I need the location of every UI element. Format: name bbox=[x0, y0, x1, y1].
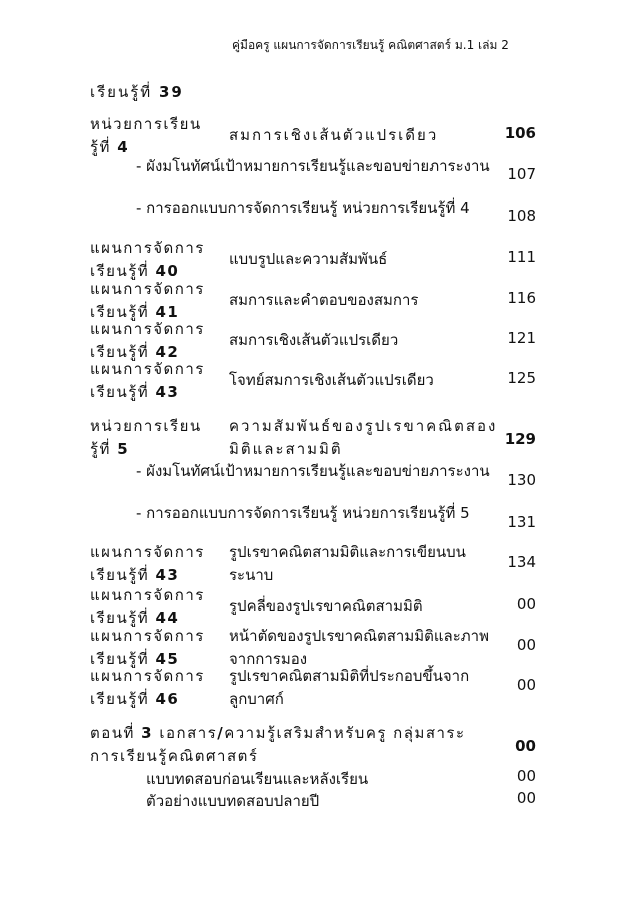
plan-label-line2: เรียนรู้ที่ bbox=[90, 690, 156, 708]
plan-41-page: 116 bbox=[507, 289, 536, 307]
plan-label-line2: เรียนรู้ที่ bbox=[90, 303, 156, 321]
unit5-page: 129 bbox=[504, 430, 536, 448]
plan-42-page: 121 bbox=[507, 329, 536, 347]
unit5-item-concept-map: - ผังมโนทัศน์เป้าหมายการเรียนรู้และขอบข่ายภาระงาน bbox=[136, 462, 490, 480]
plan-45-title: หน้าตัดของรูปเรขาคณิตสามมิติและภาพจากการมอง bbox=[229, 627, 489, 668]
plan-40-title: แบบรูปและความสัมพันธ์ bbox=[229, 250, 388, 268]
plan-41-title: สมการและคำตอบของสมการ bbox=[229, 291, 419, 309]
part3-number: 3 bbox=[141, 724, 154, 742]
plan-number: 40 bbox=[155, 262, 180, 280]
plan-46-label bbox=[90, 665, 230, 711]
part3-slash: / bbox=[217, 724, 225, 742]
toc-line-text: เรียนรู้ที่ bbox=[90, 83, 159, 101]
plan-46-title: รูปเรขาคณิตสามมิติที่ประกอบขึ้นจากลูกบาศก์ bbox=[229, 667, 470, 708]
plan-label-line1: แผนการจัดการ bbox=[90, 667, 205, 685]
plan-44-title: รูปคลี่ของรูปเรขาคณิตสามมิติ bbox=[229, 597, 423, 615]
plan-label-line2: เรียนรู้ที่ bbox=[90, 609, 156, 627]
plan-43-page: 125 bbox=[507, 369, 536, 387]
unit4-item-design: - การออกแบบการจัดการเรียนรู้ หน่วยการเรียนรู้ที่ 4 bbox=[136, 199, 470, 217]
plan-label-line1: แผนการจัดการ bbox=[90, 586, 205, 604]
plan-label-line1: แผนการจัดการ bbox=[90, 360, 205, 378]
plan-43-label bbox=[90, 358, 230, 404]
plan-number: 46 bbox=[155, 690, 180, 708]
plan-42-title: สมการเชิงเส้นตัวแปรเดียว bbox=[229, 331, 399, 349]
plan-43b-title: รูปเรขาคณิตสามมิติและการเขียนบนระนาบ bbox=[229, 543, 466, 584]
plan-46-page: 00 bbox=[516, 676, 536, 694]
plan-43b-label bbox=[90, 541, 230, 587]
part3-item-pretest: แบบทดสอบก่อนเรียนและหลังเรียน bbox=[146, 770, 369, 788]
plan-44-page: 00 bbox=[516, 595, 536, 613]
plan-label-line2: เรียนรู้ที่ bbox=[90, 262, 156, 280]
plan-number: 43 bbox=[155, 383, 180, 401]
unit4-item-concept-map: - ผังมโนทัศน์เป้าหมายการเรียนรู้และขอบข่ายภาระงาน bbox=[136, 157, 490, 175]
plan-label-line2: เรียนรู้ที่ bbox=[90, 566, 156, 584]
part3-prefix: ตอนที่ bbox=[90, 724, 142, 742]
unit4-title: สมการเชิงเส้นตัวแปรเดียว bbox=[229, 126, 439, 144]
plan-44-label bbox=[90, 584, 230, 630]
unit4-item-concept-map-page: 107 bbox=[507, 165, 536, 183]
unit5-item-design: - การออกแบบการจัดการเรียนรู้ หน่วยการเรียนรู้ที่ 5 bbox=[136, 504, 470, 522]
plan-label-line2: เรียนรู้ที่ bbox=[90, 383, 156, 401]
unit4-page: 106 bbox=[504, 124, 536, 142]
plan-label-line1: แผนการจัดการ bbox=[90, 627, 205, 645]
unit4-number: 4 bbox=[117, 138, 130, 156]
plan-label-line1: แผนการจัดการ bbox=[90, 239, 205, 257]
part3-mid: เอกสาร bbox=[153, 724, 218, 742]
plan-number: 44 bbox=[155, 609, 180, 627]
part3-page: 00 bbox=[515, 737, 536, 755]
unit5-label bbox=[90, 415, 230, 461]
plan-number: 43 bbox=[155, 566, 180, 584]
plan-label-line2: เรียนรู้ที่ bbox=[90, 650, 156, 668]
part3-item-final-exam-page: 00 bbox=[516, 789, 536, 807]
unit4-label-line1: หน่วยการเรียน bbox=[90, 115, 202, 133]
toc-line-continued bbox=[90, 80, 184, 104]
unit4-label bbox=[90, 113, 230, 159]
plan-45-page: 00 bbox=[516, 636, 536, 654]
plan-label-line1: แผนการจัดการ bbox=[90, 280, 205, 298]
plan-number: 42 bbox=[155, 343, 180, 361]
unit5-item-concept-map-page: 130 bbox=[507, 471, 536, 489]
part3-title-rest: ความรู้เสริมสำหรับครู กลุ่มสาระการเรียนรู้คณิตศาสตร์ bbox=[90, 724, 466, 765]
part3-item-pretest-page: 00 bbox=[516, 767, 536, 785]
unit5-item-design-page: 131 bbox=[507, 513, 536, 531]
unit4-item-design-page: 108 bbox=[507, 207, 536, 225]
plan-label-line1: แผนการจัดการ bbox=[90, 543, 205, 561]
plan-40-page: 111 bbox=[507, 248, 536, 266]
part3-item-final-exam: ตัวอย่างแบบทดสอบปลายปี bbox=[146, 792, 320, 810]
plan-label-line1: แผนการจัดการ bbox=[90, 320, 205, 338]
plan-number: 41 bbox=[155, 303, 180, 321]
plan-number: 45 bbox=[155, 650, 180, 668]
plan-43b-page: 134 bbox=[507, 553, 536, 571]
plan-43-title: โจทย์สมการเชิงเส้นตัวแปรเดียว bbox=[229, 371, 434, 389]
unit5-label-line2: รู้ที่ bbox=[90, 440, 118, 458]
page-header: คู่มือครู แผนการจัดการเรียนรู้ คณิตศาสตร์ ม.1 เล่ม 2 bbox=[232, 38, 509, 52]
plan-40-label bbox=[90, 237, 230, 283]
unit4-label-line2: รู้ที่ bbox=[90, 138, 118, 156]
toc-line-number: 39 bbox=[158, 83, 184, 101]
unit5-title: ความสัมพันธ์ของรูปเรขาคณิตสองมิติและสามมิติ bbox=[229, 417, 498, 458]
unit5-number: 5 bbox=[117, 440, 130, 458]
part3-title bbox=[90, 722, 490, 768]
unit5-label-line1: หน่วยการเรียน bbox=[90, 417, 202, 435]
plan-label-line2: เรียนรู้ที่ bbox=[90, 343, 156, 361]
